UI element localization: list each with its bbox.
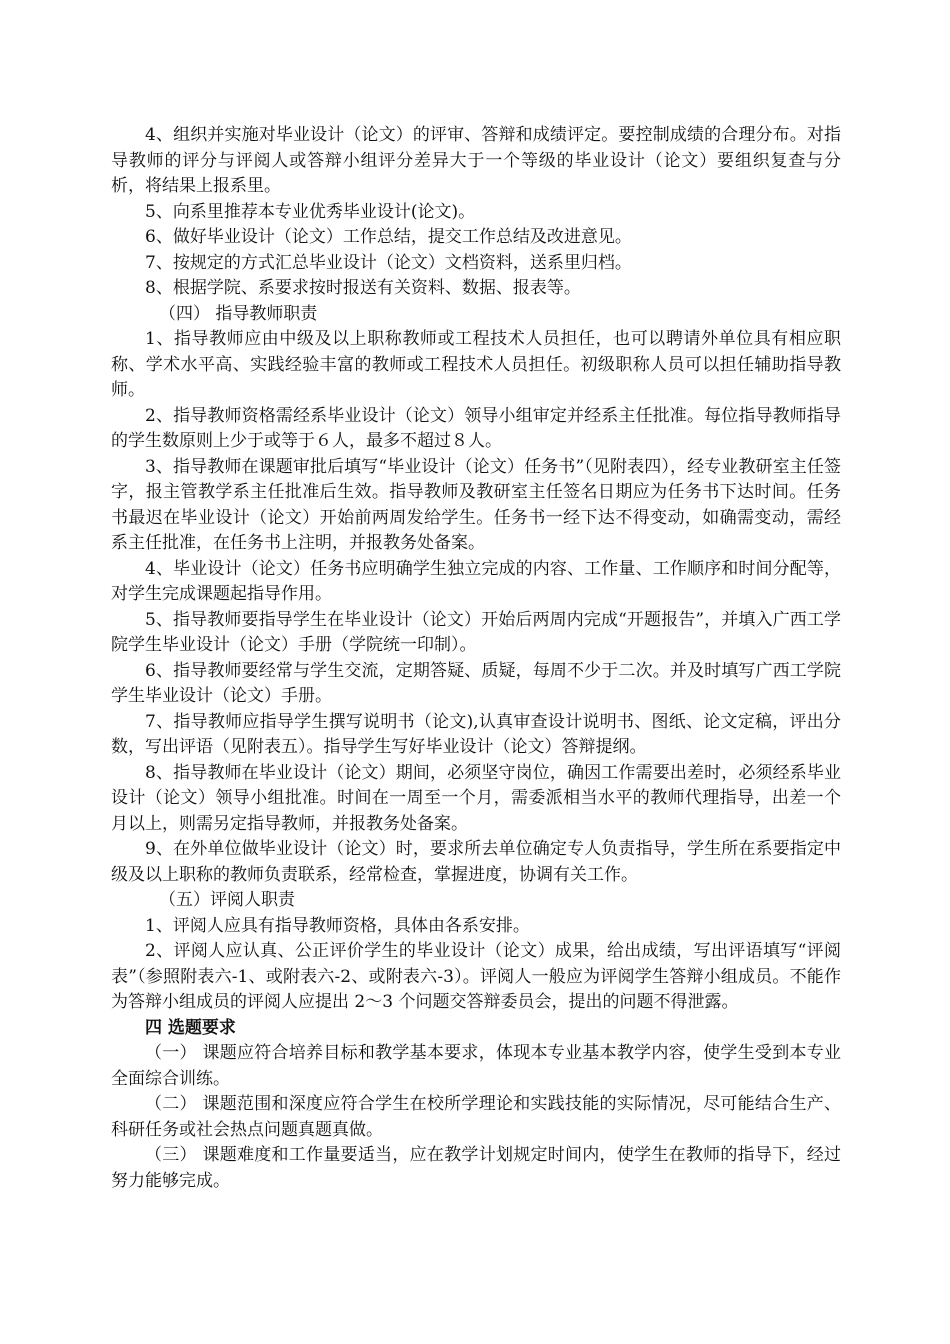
paragraph: 9、在外单位做毕业设计（论文）时，要求所去单位确定专人负责指导，学生所在系要指定中级及以上职称的教师负责联系，经常检查，掌握进度，协调有关工作。 bbox=[111, 839, 841, 885]
paragraph: 8、根据学院、系要求按时报送有关资料、数据、报表等。 bbox=[145, 278, 581, 298]
paragraph: （三） 课题难度和工作量要适当，应在教学计划规定时间内，使学生在教师的指导下，经过努力能够完成。 bbox=[111, 1145, 841, 1191]
paragraph: （一） 课题应符合培养目标和教学基本要求，体现本专业基本教学内容，使学生受到本专业全面综合训练。 bbox=[111, 1043, 841, 1089]
paragraph: 2、评阅人应认真、公正评价学生的毕业设计（论文）成果，给出成绩，写出评语填写“评阅表”（参照附表六-1、或附表六-2、或附表六-3）。评阅人一般应为评阅学生答辩小组成员。不能作为答辩小组成员的评阅人应提出 2～3 个问题交答辩委员会，提出的问题不得泄露。 bbox=[111, 941, 841, 1012]
paragraph: 6、做好毕业设计（论文）工作总结，提交工作总结及改进意见。 bbox=[145, 227, 632, 247]
document-page bbox=[111, 123, 841, 1194]
paragraph: 4、组织并实施对毕业设计（论文）的评审、答辩和成绩评定。要控制成绩的合理分布。对指导教师的评分与评阅人或答辩小组评分差异大于一个等级的毕业设计（论文）要组织复查与分析，将结果上报系里。 bbox=[111, 125, 841, 196]
paragraph: 7、指导教师应指导学生撰写说明书（论文),认真审查设计说明书、图纸、论文定稿，评出分数，写出评语（见附表五）。指导学生写好毕业设计（论文）答辩提纲。 bbox=[111, 711, 841, 757]
paragraph: 8、指导教师在毕业设计（论文）期间，必须坚守岗位，确因工作需要出差时，必须经系毕业设计（论文）领导小组批准。时间在一周至一个月，需委派相当水平的教师代理指导，出差一个月以上，则需另定指导教师，并报教务处备案。 bbox=[111, 762, 841, 834]
paragraph: 1、指导教师应由中级及以上职称教师或工程技术人员担任，也可以聘请外单位具有相应职称、学术水平高、实践经验丰富的教师或工程技术人员担任。初级职称人员可以担任辅助指导教师。 bbox=[111, 329, 841, 400]
paragraph: 2、指导教师资格需经系毕业设计（论文）领导小组审定并经系主任批准。每位指导教师指导的学生数原则上少于或等于６人，最多不超过８人。 bbox=[111, 405, 841, 451]
paragraph: 7、按规定的方式汇总毕业设计（论文）文档资料，送系里归档。 bbox=[145, 252, 632, 273]
paragraph: 5、指导教师要指导学生在毕业设计（论文）开始后两周内完成“开题报告”，并填入广西工学院学生毕业设计（论文）手册（学院统一印制）。 bbox=[111, 609, 841, 655]
paragraph: 3、指导教师在课题审批后填写“毕业设计（论文）任务书”（见附表四），经专业教研室主任签字，报主管教学系主任批准后生效。指导教师及教研室主任签名日期应为任务书下达时间。任务书最迟在毕业设计（论文）开始前两周发给学生。任务书一经下达不得变动，如确需变动，需经系主任批准，在任务书上注明，并报教务处备案。 bbox=[111, 456, 841, 553]
paragraph: （二） 课题范围和深度应符合学生在校所学理论和实践技能的实际情况，尽可能结合生产、科研任务或社会热点问题真题真做。 bbox=[111, 1094, 841, 1140]
paragraph: 1、评阅人应具有指导教师资格，具体由各系安排。 bbox=[145, 915, 530, 936]
paragraph: 4、毕业设计（论文）任务书应明确学生独立完成的内容、工作量、工作顺序和时间分配等，对学生完成课题起指导作用。 bbox=[111, 558, 841, 604]
chapter-heading: 四 选题要求 bbox=[145, 1017, 236, 1038]
section-heading: （五）评阅人职责 bbox=[159, 890, 295, 910]
section-heading: （四） 指导教师职责 bbox=[159, 303, 318, 324]
paragraph: 6、指导教师要经常与学生交流，定期答疑、质疑，每周不少于二次。并及时填写广西工学院学生毕业设计（论文）手册。 bbox=[111, 660, 841, 706]
paragraph: 5、向系里推荐本专业优秀毕业设计(论文)。 bbox=[145, 201, 476, 222]
